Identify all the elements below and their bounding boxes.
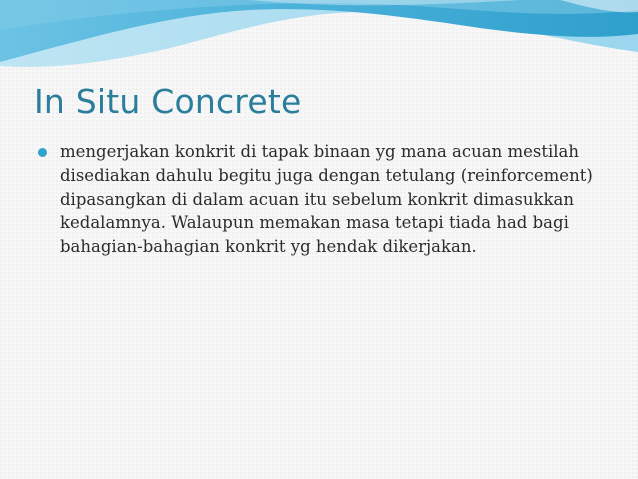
bullet-list — [38, 140, 598, 259]
header-wave-decoration — [0, 0, 638, 80]
bullet-icon — [38, 148, 47, 157]
bullet-item — [38, 140, 598, 259]
bullet-text: mengerjakan konkrit di tapak binaan yg mana acuan mestilah disediakan dahulu begitu juga dengan tetulang (reinforcement) dipasangkan di dalam acuan itu sebelum konkrit dimasukkan kedalamnya. Walaupun memakan masa tetapi tiada had bagi bahagian-bahagian konkrit yg hendak dikerjakan. — [60, 142, 593, 257]
slide-title: In Situ Concrete — [34, 82, 302, 121]
